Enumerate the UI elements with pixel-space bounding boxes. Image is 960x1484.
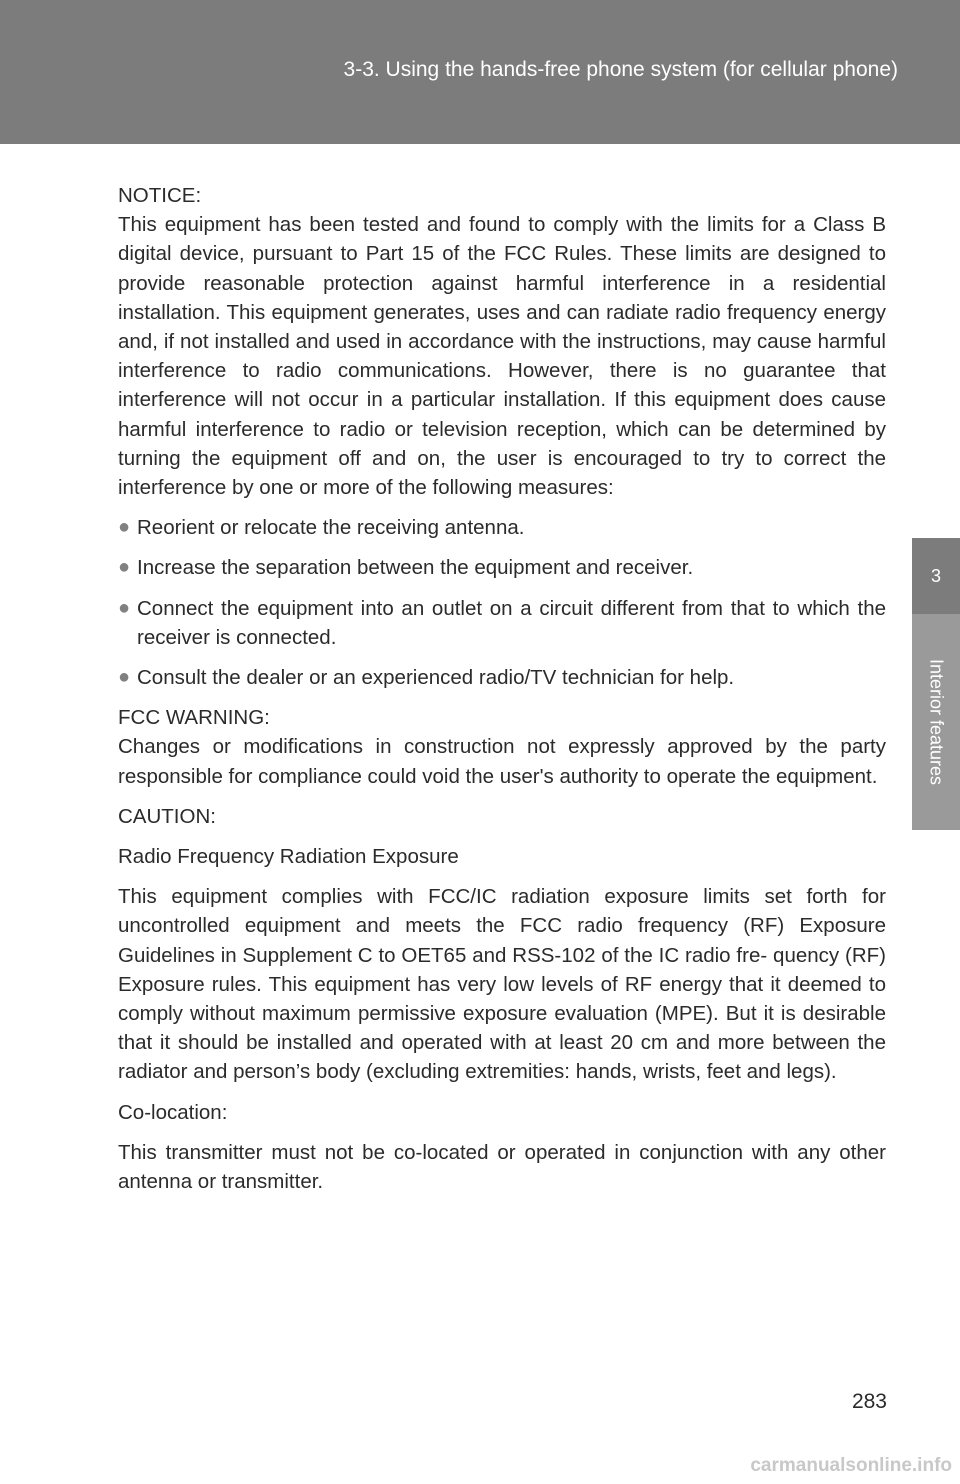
bullet-text: Increase the separation between the equipment and receiver. [137, 556, 694, 580]
header-band [0, 0, 960, 144]
notice-heading: NOTICE: [118, 184, 202, 207]
caution-text: This equipment complies with FCC/IC radiation exposure limits set forth for uncontrolled equipment and meets the FCC radio frequency (RF) Exposure Guidelines in Supplement C to OET65 and RSS-102 of the IC radio fre- quency (RF) Exposure rules. This equipment has very low levels of RF energy that it deemed to comply without maximum permissive exposure evaluation (MPE). But it is desirable that it should be installed and operated with at least 20 cm and more between the radiator and person’s body (excluding extremities: hands, wrists, feet and legs). [118, 885, 886, 1084]
bullet-text: Consult the dealer or an experienced radio/TV technician for help. [137, 666, 735, 690]
page-content [118, 181, 886, 1196]
fcc-warning-heading: FCC WARNING: [118, 706, 270, 730]
bullet-text: Reorient or relocate the receiving antenna. [137, 516, 525, 540]
section-title: 3-3. Using the hands-free phone system (for cellular phone) [343, 58, 898, 81]
bullet-dot-icon: ● [118, 516, 131, 539]
bullet-item [118, 594, 886, 652]
bullet-item [118, 553, 886, 582]
colocation-heading: Co-location: [118, 1100, 228, 1124]
notice-text: This equipment has been tested and found to comply with the limits for a Class B digital device, pursuant to Part 15 of the FCC Rules. These limits are designed to provide reasonable protection against harmful interference in a residential installation. This equipment generates, uses and can radiate radio frequency energy and, if not installed and used in accordance with the instructions, may cause harmful interference to radio communications. However, there is no guarantee that interference will not occur in a particular installation. If this equipment does cause harmful interference to radio or television reception, which can be determined by turning the equipment off and on, the user is encouraged to try to correct the interference by one or more of the following measures: [118, 213, 886, 500]
bullet-item [118, 663, 886, 692]
caution-subheading: Radio Frequency Radiation Exposure [118, 845, 459, 869]
chapter-label: Interior features [926, 658, 947, 786]
caution-heading: CAUTION: [118, 804, 216, 828]
bullet-dot-icon: ● [118, 666, 131, 689]
chapter-label-tab [912, 614, 960, 830]
watermark: carmanualsonline.info [750, 1455, 952, 1476]
bullet-dot-icon: ● [118, 556, 131, 579]
bullet-text: Connect the equipment into an outlet on a circuit different from that to which the receiver is connected. [137, 596, 886, 649]
page-number: 283 [851, 1390, 887, 1413]
colocation-text: This transmitter must not be co-located or operated in conjunction with any other antenna or transmitter. [118, 1140, 886, 1194]
bullet-item [118, 513, 886, 542]
fcc-warning-text: Changes or modifications in construction not expressly approved by the party responsible for compliance could void the user's authority to operate the equipment. [118, 735, 886, 788]
chapter-number-tab: 3 [912, 538, 960, 614]
bullet-dot-icon: ● [118, 596, 131, 619]
